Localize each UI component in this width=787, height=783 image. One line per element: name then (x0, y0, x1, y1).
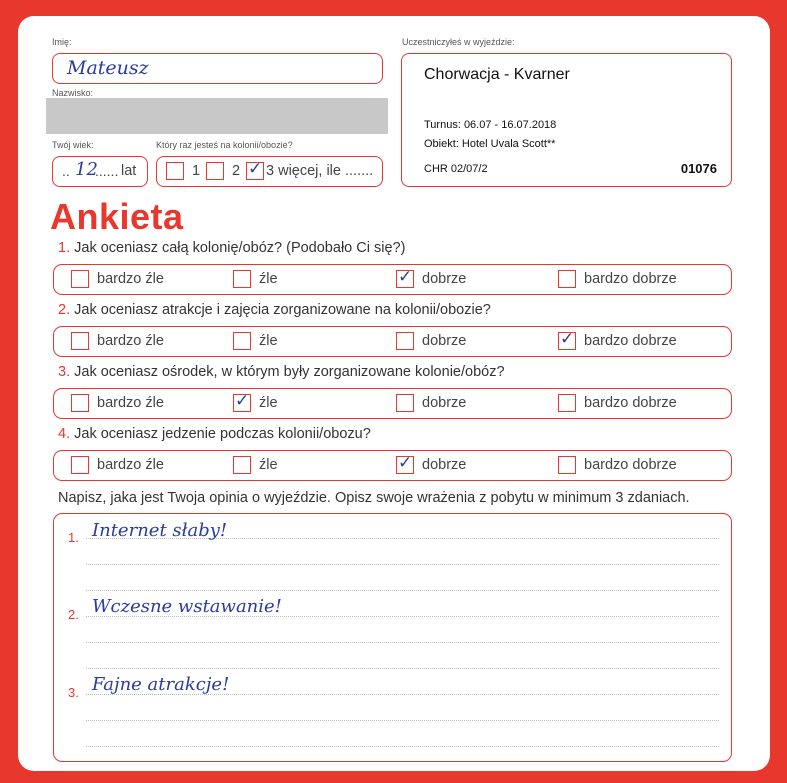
rating-option[interactable] (233, 270, 278, 288)
writing-line (86, 590, 719, 591)
rating-row-2 (53, 326, 732, 357)
rating-option[interactable] (233, 456, 278, 474)
question-text: Jak oceniasz całą kolonię/obóz? (Podobało Ci się?) (74, 240, 406, 256)
rating-option-label: bardzo dobrze (584, 271, 677, 287)
checkbox[interactable] (558, 456, 576, 474)
check-mark-icon: ✓ (560, 329, 575, 349)
checkbox[interactable] (233, 332, 251, 350)
opinion-text: Wczesne wstawanie! (92, 596, 282, 617)
rating-row-4 (53, 450, 732, 481)
rating-option[interactable] (71, 456, 164, 474)
writing-line (86, 720, 719, 721)
checkbox[interactable] (71, 456, 89, 474)
age-dots-after: ...... (95, 163, 119, 179)
rating-option-label: dobrze (422, 271, 467, 287)
visit-option-2[interactable]: 2 (206, 162, 240, 180)
checkbox-checked[interactable] (396, 453, 414, 474)
question-3 (58, 364, 505, 380)
rating-option[interactable] (396, 394, 466, 412)
rating-option-label: bardzo dobrze (584, 395, 677, 411)
rating-row-3 (53, 388, 732, 419)
checkbox[interactable] (558, 270, 576, 288)
opinion-number: 3. (68, 685, 79, 700)
question-text: Jak oceniasz ośrodek, w którym były zorganizowane kolonie/obóz? (74, 364, 505, 380)
trip-obiekt: Obiekt: Hotel Uvala Scott** (424, 138, 556, 150)
rating-option[interactable] (558, 456, 677, 474)
name-value: Mateusz (67, 57, 149, 79)
rating-option[interactable] (233, 332, 278, 350)
rating-option-label: dobrze (422, 333, 467, 349)
check-mark-icon: ✓ (248, 159, 263, 179)
rating-option-label: bardzo źle (97, 395, 164, 411)
trip-info-box (401, 53, 732, 187)
visit-field (156, 156, 383, 187)
question-number: 2. (58, 302, 71, 318)
question-number: 3. (58, 364, 71, 380)
checkbox[interactable] (558, 394, 576, 412)
rating-option-label: źle (259, 395, 278, 411)
surname-label: Nazwisko: (52, 88, 94, 98)
writing-line (86, 642, 719, 643)
trip-label: Uczestniczyłeś w wyjeździe: (402, 37, 515, 47)
age-value: 12 (75, 159, 98, 180)
age-unit: lat (121, 163, 137, 179)
checkbox[interactable] (396, 394, 414, 412)
rating-option-label: dobrze (422, 457, 467, 473)
writing-line (86, 746, 719, 747)
rating-option-label: bardzo źle (97, 457, 164, 473)
visit-label: Który raz jesteś na kolonii/obozie? (156, 140, 293, 150)
checkbox[interactable] (71, 270, 89, 288)
name-label: Imię: (52, 37, 72, 47)
rating-option-label: bardzo dobrze (584, 457, 677, 473)
trip-code: CHR 02/07/2 (424, 163, 488, 175)
age-label: Twój wiek: (52, 140, 94, 150)
opinion-prompt: Napisz, jaka jest Twoja opinia o wyjeździe. Opisz swoje wrażenia z pobytu w minimum 3 zdaniach. (58, 490, 690, 506)
survey-title: Ankieta (50, 196, 184, 237)
checkbox-checked[interactable] (558, 329, 576, 350)
rating-option[interactable] (233, 391, 278, 412)
rating-option[interactable] (396, 453, 467, 474)
rating-option-label: dobrze (422, 395, 467, 411)
checkbox[interactable] (166, 162, 184, 180)
survey-form (18, 16, 770, 771)
rating-option-label: źle (259, 333, 278, 349)
writing-line (86, 668, 719, 669)
opinion-number: 1. (68, 530, 79, 545)
rating-option-label: bardzo dobrze (584, 333, 677, 349)
question-2 (58, 302, 491, 318)
rating-option[interactable] (396, 332, 466, 350)
question-number: 1. (58, 240, 71, 256)
opinion-text: Internet słaby! (92, 520, 228, 541)
rating-option[interactable] (71, 332, 164, 350)
checkbox[interactable] (71, 332, 89, 350)
rating-option[interactable] (71, 270, 164, 288)
rating-option[interactable] (558, 394, 677, 412)
rating-option[interactable] (396, 267, 467, 288)
rating-row-1 (53, 264, 732, 295)
checkbox-checked[interactable] (396, 267, 414, 288)
opinion-text: Fajne atrakcje! (92, 674, 230, 695)
name-field[interactable] (52, 53, 383, 84)
rating-option-label: bardzo źle (97, 333, 164, 349)
visit-option-1[interactable]: 1 (166, 162, 200, 180)
question-text: Jak oceniasz atrakcje i zajęcia zorganizowane na kolonii/obozie? (74, 302, 491, 318)
checkbox-checked[interactable] (233, 391, 251, 412)
question-number: 4. (58, 426, 71, 442)
age-field[interactable] (52, 156, 148, 187)
checkbox[interactable] (206, 162, 224, 180)
checkbox[interactable] (71, 394, 89, 412)
writing-line (86, 564, 719, 565)
trip-destination: Chorwacja - Kvarner (424, 66, 570, 83)
rating-option-label: bardzo źle (97, 271, 164, 287)
trip-turnus: Turnus: 06.07 - 16.07.2018 (424, 119, 557, 131)
check-mark-icon: ✓ (235, 391, 250, 411)
question-1 (58, 240, 405, 256)
checkbox-checked[interactable] (246, 159, 264, 180)
rating-option[interactable] (558, 270, 677, 288)
rating-option[interactable] (71, 394, 164, 412)
question-4 (58, 426, 371, 442)
age-dots-before: .. (62, 163, 70, 179)
check-mark-icon: ✓ (398, 453, 413, 473)
rating-option[interactable] (558, 329, 677, 350)
check-mark-icon: ✓ (398, 267, 413, 287)
opinion-box[interactable] (53, 513, 732, 762)
rating-option-label: źle (259, 457, 278, 473)
rating-option-label: źle (259, 271, 278, 287)
trip-number: 01076 (680, 161, 717, 176)
checkbox[interactable] (233, 456, 251, 474)
visit-option-3[interactable]: ✓ 3 więcej, ile ....... (248, 159, 374, 179)
redaction-bar (46, 98, 388, 134)
question-text: Jak oceniasz jedzenie podczas kolonii/obozu? (74, 426, 371, 442)
opinion-number: 2. (68, 607, 79, 622)
checkbox[interactable] (233, 270, 251, 288)
checkbox[interactable] (396, 332, 414, 350)
